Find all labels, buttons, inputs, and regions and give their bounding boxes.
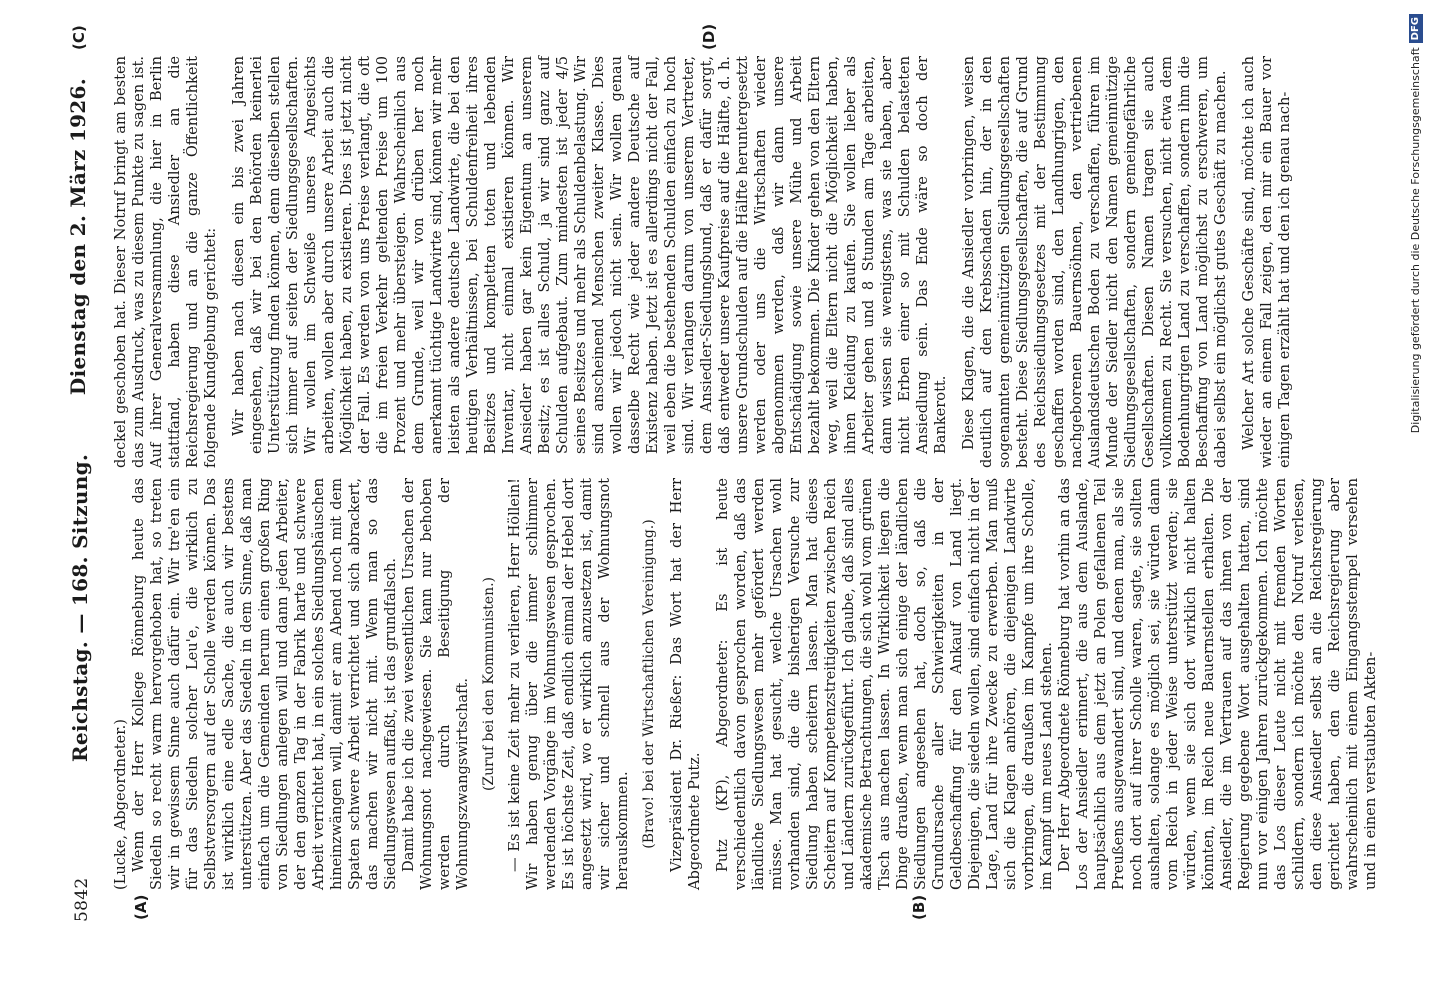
paragraph: Welcher Art solche Geschäfte sind, möchte ich auch wieder an einem Fall zeigen, den mir ein Bauer vor einigen Tagen erzählt hat und den ich genau nach- bbox=[1240, 56, 1293, 468]
margin-marker-a: (A) bbox=[132, 894, 150, 920]
funding-note: Digitalisierung gefördert durch die Deutsche Forschungsgemeinschaft bbox=[1409, 47, 1422, 434]
page-number: 5842 bbox=[72, 877, 92, 922]
margin-marker-d: (D) bbox=[700, 23, 718, 50]
quoted-statement: Wir haben nach diesen ein bis zwei Jahren eingesehen, daß wir bei den Behörden keinerlei Unterstützung finden können, denn dieselben stellen sich immer auf seiten der Siedlungsgesellschaften. Wir wollen im Schweiße unseres Angesichts arbeiten, wollen aber durch unsere Arbeit auch die Möglichkeit haben, zu existieren. Dies ist jetzt nicht der Fall. Es werden von uns Preise verlangt, die oft die im freien Verkehr geltenden Preise um 100 Prozent und mehr übersteigen. Wahrscheinlich aus dem Grunde, weil wir von drüben her noch anerkannt tüchtige Landwirte sind, können wir mehr leisten als andere deutsche Landwirte, die bei den heutigen Verhältnissen, bei Schuldenfreiheit ihres Besitzes und kompletten toten und lebenden Inventar, nicht einmal existieren können. Wir Ansiedler haben gar kein Eigentum an unserem Besitz; es ist alles Schuld, ja wir sind ganz auf Schulden aufgebaut. Zum mindesten ist jeder 4/5 seines Besitzes und mehr als Schuldenbelastung. Wir sind anscheinend Menschen zweiter Klasse. Dies wollen wir jedoch nicht sein. Wir wollen genau dasselbe Recht wie jeder andere Deutsche auf Existenz haben. Jetzt ist es allerdings nicht der Fall, weil eben die bestehenden Schulden einfach zu hoch sind. Wir verlangen darum von unserem Vertreter, dem Ansiedler-Siedlungsbund, daß er dafür sorgt, daß entweder unsere Kaufpreise auf die Hälfte, d. h. unsere Grundschulden auf die Hälfte heruntergesetzt werden oder uns die Wirtschaften wieder abgenommen werden, daß wir dann unsere Entschädigung sowie unsere Mühe und Arbeit bezahlt bekommen. Die Kinder gehen von den Eltern weg, weil die Eltern nicht die Möglichkeit haben, ihnen Kleidung zu kaufen. Sie wollen lieber als Arbeiter gehen und 8 Stunden am Tage arbeiten, dann wissen sie wenigstens, was sie haben, aber nicht Erben einer so mit Schulden belasteten Ansiedlung sein. Das Ende wäre so doch der Bankerott. bbox=[230, 56, 949, 454]
right-column bbox=[112, 56, 1362, 468]
paragraph: — Es ist keine Zeit mehr zu verlieren, Herr Höllein! Wir haben genug über die immer schlimmer werdenden Vorgänge im Wohnungswesen gesprochen. Es ist höchste Zeit, daß endlich einmal der Hebel dort angesetzt wird, wo er wirklich anzusetzen ist, damit wir sicher und schnell aus der Wohnungsnot herauskommen. bbox=[506, 478, 631, 890]
paragraph: Putz (KP), Abgeordneter: Es ist heute verschiedentlich davon gesprochen worden, daß das ländliche Siedlungswesen mehr gefördert werden müsse. Man hat gesucht, welche Ursachen wohl vorhanden sind, die die bisherigen Versuche zur Siedlung haben scheitern lassen. Man hat dieses Scheitern auf Kompetenzstreitigkeiten zwischen Reich und Ländern zurückgeführt. Ich glaube, daß sind alles akademische Betrachtungen, die sich wohl vom grünen Tisch aus machen lassen. In Wirklichkeit liegen die Dinge draußen, wenn man sich einige der ländlichen Siedlungen angesehen hat, doch so, daß die Grundursache aller Schwierigkeiten in der Geldbeschaffung für den Ankauf von Land liegt. Diejenigen, die siedeln wollen, sind einfach nicht in der Lage, Land für ihre Zwecke zu erwerben. Man muß sich die Klagen anhören, die diejenigen Landwirte vorbringen, die draußen im Kampfe um ihre Scholle, im Kampf um neues Land stehen. bbox=[714, 478, 1055, 890]
paragraph: Wenn der Herr Kollege Rönneburg heute das Siedeln so recht warm hervorgehoben hat, so treten wir in gewissem Sinne auch dafür ein. Wir tre'en ein für das Siedeln solcher Leu'e, die wirklich zu Selbstversorgern auf der Scholle werden können. Das ist wirklich eine edle Sache, die auch wir bestens unterstützen. Aber das Siedeln in dem Sinne, daß man einfach um die Gemeinden herum einen großen Ring von Siedlungen anlegen will und dann jeden Arbeiter, der den ganzen Tag in der Fabrik harte und schwere Arbeit verrichtet hat, in ein solches Siedlungshäuschen hineinzwängen will, damit er am Abend noch mit dem Spaten schwere Arbeit verrichtet und sich abrackert, das machen wir nicht mit. Wenn man so das Siedlungswesen auffaßt, ist das grundfalsch. bbox=[130, 478, 399, 890]
paragraph: Der Herr Abgeordnete Rönneburg hat vorhin an das Los der Ansiedler erinnert, die aus dem Auslande, hauptsächlich aus dem jetzt an Polen gefallenen Teil Preußens ausgewandert sind, und denen man, als sie noch dort auf ihrer Scholle waren, sagte, sie sollten aushalten, solange es möglich sei, sie würden dann vom Reich in jeder Weise unterstützt werden; sie würden, wenn sie sich dort wirklich nicht halten könnten, im Reich neue Bauernstellen erhalten. Die Ansiedler, die im Vertrauen auf das ihnen von der Regierung gegebene Wort ausgehalten hatten, sind nun vor einigen Jahren zurückgekommen. Ich möchte das Los dieser Leute nicht mit fremden Worten schildern, sondern ich möchte den Notruf verlesen, den diese Ansiedler selbst an die Reichsregierung gerichtet haben, den die Reichsregierung aber wahrscheinlich mit einem Eingangsstempel versehen und in einen verstaubten Akten- bbox=[1056, 478, 1379, 890]
interjection: (Bravo! bei der Wirtschaftlichen Vereinigung.) bbox=[641, 519, 657, 849]
margin-marker-b: (B) bbox=[910, 894, 928, 920]
paragraph: Damit habe ich die zwei wesentlichen Ursachen der Wohnungsnot nachgewiesen. Sie kann nur behoben werden durch Beseitigung der Wohnungszwangswirtschaft. bbox=[400, 478, 471, 890]
margin-marker-c: (C) bbox=[70, 25, 88, 50]
paragraph: deckel geschoben hat. Dieser Notruf bringt am besten das zum Ausdruck, was zu diesem Punkte zu sagen ist. Auf ihrer Generalversammlung, die hier in Berlin stattfand, haben diese Ansiedler an die Reichsregierung und an die ganze Öffentlichkeit folgende Kundgebung gerichtet: bbox=[112, 56, 219, 468]
header-title-left: Reichstag. — 168. Sitzung. bbox=[68, 453, 92, 762]
header-title-right: Dienstag den 2. März 1926. bbox=[66, 78, 90, 396]
paragraph: Diese Klagen, die die Ansiedler vorbringen, weisen deutlich auf den Krebsschaden hin, der in den sogenannten gemeinnützigen Siedlungsgesellschaften besteht. Diese Siedlungsgesellschaften, die auf Grund des Reichssiedlungsgesetzes mit der Bestimmung geschaffen worden sind, den Landhungrigen, den nachgeborenen Bauernsöhnen, den vertriebenen Auslandsdeutschen Boden zu verschaffen, führen im Munde der Siedler nicht den Namen gemeinnützige Siedlungsgesellschaften, sondern gemeingefährliche Gesellschaften. Diesen Namen tragen sie auch vollkommen zu Recht. Sie versuchen, nicht etwa dem Bodenhungrigen Land zu verschaffen, sondern ihm die Beschaffung von Land möglichst zu erschweren, um dabei selbst ein möglichst gutes Geschäft zu machen. bbox=[960, 56, 1229, 468]
speaker-attribution: (Lucke, Abgeordneter.) bbox=[112, 719, 129, 890]
interjection: (Zuruf bei den Kommunisten.) bbox=[481, 576, 497, 792]
digitization-sidebar bbox=[1398, 0, 1434, 1000]
left-column bbox=[112, 478, 1379, 890]
chair-statement: Vizepräsident Dr. Rießer: Das Wort hat der Herr Abgeordnete Putz. bbox=[668, 478, 703, 890]
page-header bbox=[66, 60, 96, 922]
dfg-badge: DFG bbox=[1409, 14, 1423, 43]
